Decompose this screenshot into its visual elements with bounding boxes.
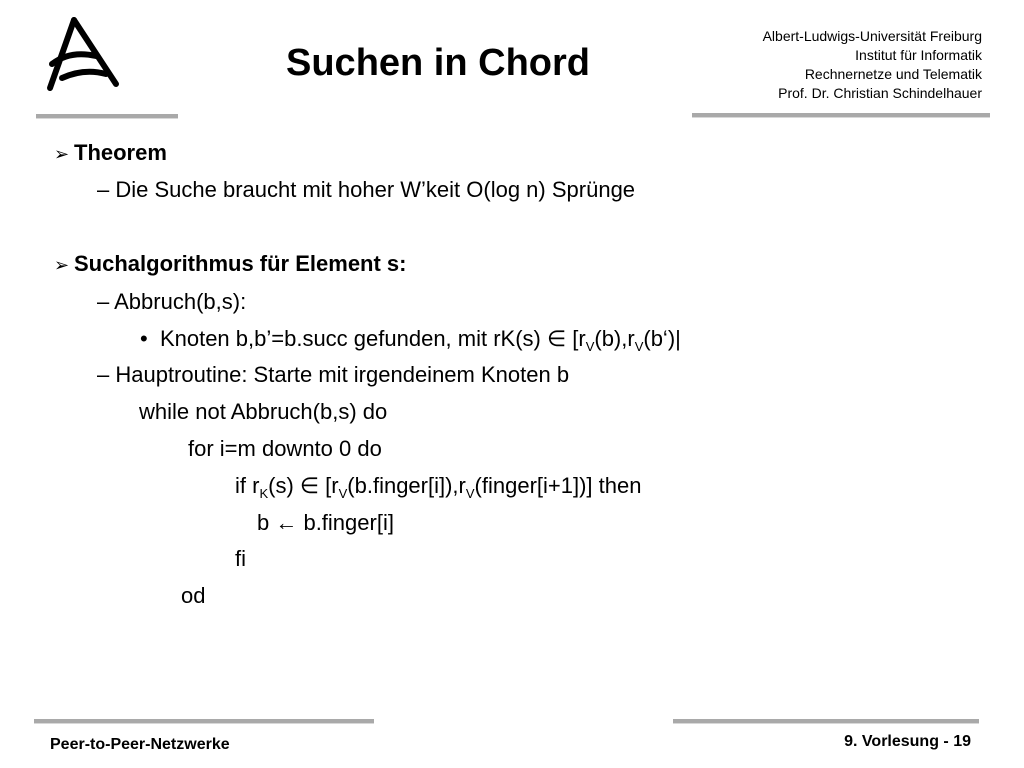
main-routine-item: – Hauptroutine: Starte mit irgendeinem Knoten b	[97, 362, 570, 387]
algorithm-heading	[54, 251, 407, 278]
code-if: if $r_K(s)$ ∈ $[r_V(b.finger[i]),r_V(finger[i+1])]$ then	[235, 473, 642, 501]
affiliation-professor: Prof. Dr. Christian Schindelhauer	[778, 85, 982, 101]
footer-lecture-page: 9. Vorlesung - 19	[844, 733, 971, 750]
bullet-arrow-icon: ➢	[54, 144, 70, 164]
footer-rule-right	[673, 719, 979, 724]
theorem-heading-text: Theorem	[74, 140, 167, 165]
abort-item: – Abbruch(b,s):	[97, 289, 247, 314]
affiliation-chair: Rechnernetze und Telematik	[804, 66, 982, 82]
code-assign: b ← b.finger[i]	[257, 510, 394, 535]
code-od: od	[181, 583, 206, 608]
abort-dot: •	[140, 326, 148, 351]
footer-course-title: Peer-to-Peer-Netzwerke	[50, 736, 230, 753]
affiliation-institute: Institut für Informatik	[855, 47, 982, 63]
abort-condition: • Knoten b,b’=b.succ gefunden, mit rK(s) ∈ [$r_V(b),r_V(b‘)|$	[140, 326, 681, 354]
code-fi: fi	[235, 546, 246, 571]
algorithm-heading-text: Suchalgorithmus für Element s:	[74, 251, 407, 276]
code-for: for i=m downto 0 do	[188, 436, 382, 461]
theorem-item: – Die Suche braucht mit hoher W’keit O(log n) Sprünge	[97, 177, 636, 202]
affiliation-university: Albert-Ludwigs-Universität Freiburg	[762, 28, 982, 44]
bullet-arrow-icon: ➢	[54, 255, 70, 275]
theorem-heading	[54, 140, 167, 167]
code-while: while not Abbruch(b,s) do	[139, 399, 388, 424]
footer-rule-left	[34, 719, 374, 724]
slide-title: Suchen in Chord	[286, 42, 590, 84]
